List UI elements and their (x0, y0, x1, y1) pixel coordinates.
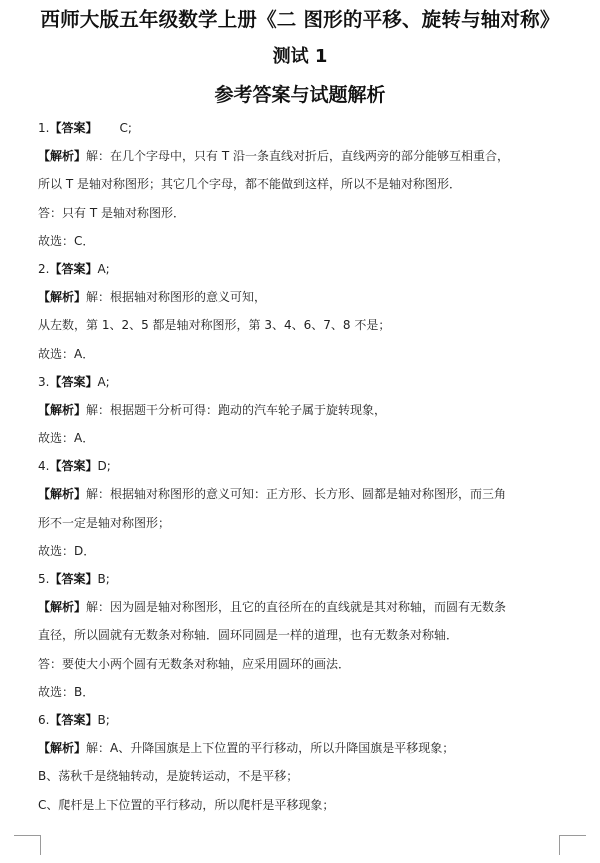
answer-value: A; (97, 374, 110, 389)
analysis-tag: 【解析】 (38, 290, 87, 305)
answer-line (38, 114, 568, 142)
page-corner-mark-left (14, 835, 41, 855)
answer-tag: 【答案】 (49, 374, 98, 389)
analysis-text: 解：因为圆是轴对称图形，且它的直径所在的直线就是其对称轴，而圆有无数条 (86, 600, 507, 615)
answer-item (38, 565, 568, 706)
analysis-line (38, 509, 568, 537)
analysis-line (38, 142, 568, 170)
analysis-text: 故选：A． (38, 431, 95, 446)
analysis-line (38, 340, 568, 368)
answer-tag: 【答案】 (49, 261, 98, 276)
analysis-line (38, 311, 568, 339)
analysis-text: 故选：C． (38, 233, 95, 248)
analysis-text: 故选：B． (38, 684, 95, 699)
analysis-text: 解：在几个字母中，只有 T 沿一条直线对折后，直线两旁的部分能够互相重合， (86, 149, 509, 164)
answer-line (38, 565, 568, 593)
answer-item (38, 368, 568, 453)
answer-line (38, 368, 568, 396)
analysis-line (38, 424, 568, 452)
analysis-line (38, 791, 568, 819)
analysis-text: 解：根据题干分析可得：跑动的汽车轮子属于旋转现象， (86, 402, 387, 417)
answer-item (38, 706, 568, 819)
analysis-text: 答：要使大小两个圆有无数条对称轴，应采用圆环的画法． (38, 656, 351, 671)
page-corner-mark-right (559, 835, 586, 855)
answer-line (38, 706, 568, 734)
analysis-line (38, 227, 568, 255)
analysis-line (38, 396, 568, 424)
analysis-line (38, 199, 568, 227)
answer-value: A; (97, 261, 110, 276)
analysis-text: 解：根据轴对称图形的意义可知， (86, 290, 267, 305)
analysis-line (38, 283, 568, 311)
answer-line (38, 255, 568, 283)
question-number: 2. (38, 261, 50, 276)
answer-value: D; (97, 459, 111, 474)
answer-list (38, 114, 568, 819)
answer-tag: 【答案】 (49, 572, 98, 586)
analysis-line (38, 734, 568, 762)
analysis-text: B、荡秋千是绕轴转动，是旋转运动，不是平移； (38, 769, 299, 784)
analysis-line (38, 762, 568, 790)
analysis-text: 形不一定是轴对称图形； (38, 515, 171, 530)
question-number: 6. (38, 712, 50, 727)
analysis-tag: 【解析】 (38, 402, 87, 417)
analysis-tag: 【解析】 (38, 149, 87, 164)
analysis-text: 解：根据轴对称图形的意义可知：正方形、长方形、圆都是轴对称图形，而三角 (86, 487, 507, 502)
analysis-text: 答：只有 T 是轴对称图形． (38, 205, 185, 220)
answer-value: B; (97, 572, 110, 586)
answer-value: C; (119, 121, 132, 135)
analysis-tag: 【解析】 (38, 741, 87, 756)
answer-item (38, 114, 568, 255)
answer-value: B; (97, 712, 110, 727)
analysis-text: C、爬杆是上下位置的平行移动，所以爬杆是平移现象； (38, 797, 335, 812)
analysis-tag: 【解析】 (38, 600, 87, 615)
analysis-line (38, 678, 568, 706)
question-number: 3. (38, 374, 50, 389)
answer-item (38, 255, 568, 368)
analysis-text: 从左数，第 1、2、5 都是轴对称图形，第 3、4、6、7、8 不是； (38, 318, 391, 333)
analysis-tag: 【解析】 (38, 487, 87, 502)
answer-tag: 【答案】 (49, 121, 98, 135)
question-number: 5. (38, 572, 50, 586)
document-subtitle: 测试 1 (272, 46, 328, 67)
answer-item (38, 452, 568, 565)
question-number: 1. (38, 121, 50, 135)
analysis-text: 解：A、升降国旗是上下位置的平行移动，所以升降国旗是平移现象； (86, 741, 455, 756)
analysis-text: 故选：A． (38, 346, 95, 361)
analysis-line (38, 170, 568, 198)
analysis-text: 所以 T 是轴对称图形；其它几个字母，都不能做到这样，所以不是轴对称图形． (38, 177, 461, 192)
answer-tag: 【答案】 (49, 459, 98, 474)
analysis-text: 直径，所以圆就有无数条对称轴．圆环同圆是一样的道理，也有无数条对称轴． (38, 628, 459, 643)
section-heading: 参考答案与试题解析 (214, 84, 386, 106)
analysis-text: 故选：D． (38, 543, 96, 558)
question-number: 4. (38, 459, 50, 474)
answer-tag: 【答案】 (49, 712, 98, 727)
analysis-line (38, 650, 568, 678)
analysis-line (38, 537, 568, 565)
analysis-line (38, 480, 568, 508)
answer-line (38, 452, 568, 480)
analysis-line (38, 621, 568, 649)
document-title: 西师大版五年级数学上册《二 图形的平移、旋转与轴对称》 (40, 8, 560, 31)
analysis-line (38, 593, 568, 621)
